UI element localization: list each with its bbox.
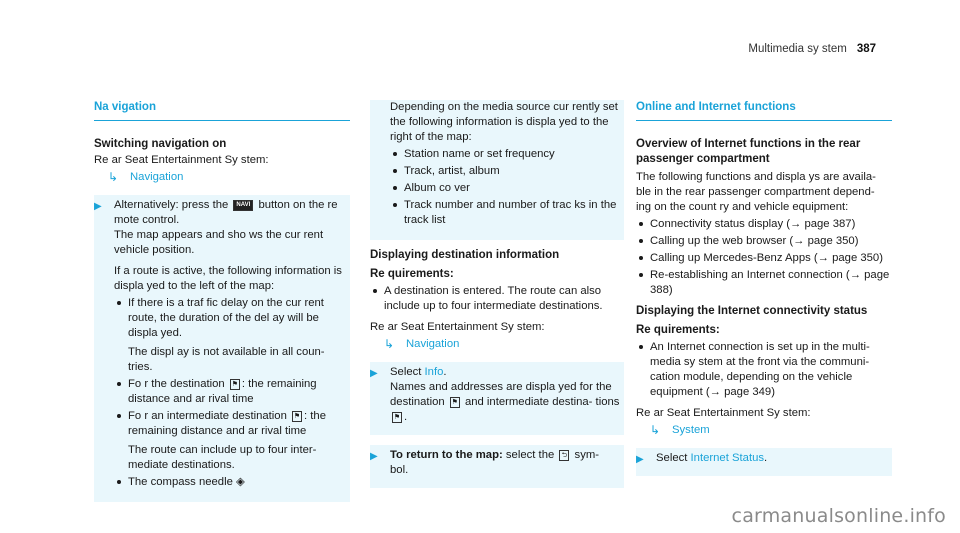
column-internet: [636, 100, 892, 476]
step-text-map: The map appears and sho ws the cur rent vehicle position.: [114, 229, 324, 256]
step-text: Alternatively: press the NAVI button on the re mote control.: [114, 199, 338, 226]
compass-icon: ◈: [236, 476, 245, 488]
step-background: [94, 195, 350, 502]
list-item: Calling up the web browser (→ page 350): [636, 234, 892, 249]
list-item: Fo r an intermediate destination ⚑ : the remaining distance and ar rival time: [114, 409, 346, 439]
internet-status-link[interactable]: Internet Status: [690, 452, 765, 464]
overview-text: The following functions and displa ys are availa‐ ble in the rear passenger compartment depend‐ ing on the count ry and vehicle equipment:: [636, 171, 876, 213]
page-header: [748, 42, 876, 57]
path-arrow-icon: ↳: [384, 337, 395, 351]
list-item: A destination is entered. The route can also include up to four intermediate destinations.: [370, 284, 624, 314]
intro-text: Re ar Seat Entertainment Sy stem:: [370, 321, 545, 333]
page-number: 387: [856, 43, 876, 55]
note-text: The route can include up to four inter‐ mediate destinations.: [128, 444, 317, 471]
destination-flag-icon: ⚑: [451, 398, 458, 406]
step-text: Select Internet Status.: [656, 452, 768, 464]
list-item: The compass needle ◈: [114, 475, 346, 490]
path-arrow-icon: ↳: [650, 423, 661, 437]
back-icon: ⮌: [559, 450, 569, 461]
nav-path: [94, 170, 350, 185]
path-arrow-icon: ↳: [108, 170, 119, 184]
intermediate-flag-icon: ⚑: [293, 412, 301, 420]
step-text-names: Names and addresses are displa yed for the destination ⚑ and intermediate destina‐ tions ⚑ .: [390, 381, 620, 423]
step-text-route: If a route is active, the following information is displa yed to the left of the map:: [114, 265, 342, 292]
section-title-navigation: Na vigation: [94, 100, 350, 121]
section-title-internet: Online and Internet functions: [636, 100, 892, 121]
destination-flag-icon: ⚑: [231, 380, 238, 388]
intro-text: Re ar Seat Entertainment Sy stem:: [94, 154, 269, 166]
nav-path: [370, 337, 624, 352]
watermark: carmanualsonline.info: [731, 505, 946, 527]
continued-step-block: [370, 100, 624, 240]
step-text-return: To return to the map: select the ⮌ sym‐ bol.: [390, 449, 600, 476]
intro-text: Re ar Seat Entertainment Sy stem:: [636, 407, 811, 419]
navi-button-icon: NAVI: [233, 200, 253, 211]
list-item: Calling up Mercedes-Benz Apps (→ page 350): [636, 251, 892, 266]
step-arrow-icon: ▶: [370, 451, 378, 462]
list-item: An Internet connection is set up in the multi‐ media sy stem at the front via the communi‐ cation module, depending on the vehicle equipment (→ page 349): [636, 340, 892, 400]
step-block: [636, 448, 892, 476]
list-item: Station name or set frequency: [390, 147, 622, 162]
step-block: [94, 195, 350, 502]
nav-path: [636, 423, 892, 438]
nav-path-link[interactable]: Navigation: [406, 338, 460, 350]
column-destination: [370, 100, 624, 488]
step-block: [370, 362, 624, 435]
step-arrow-icon: ▶: [94, 201, 102, 212]
step-background: [370, 362, 624, 435]
info-link[interactable]: Info: [424, 366, 444, 378]
subtitle-switching-navigation: Switching navigation on: [94, 138, 227, 150]
step-arrow-icon: ▶: [636, 454, 644, 465]
subtitle-destination-info: Displaying destination information: [370, 249, 560, 261]
column-navigation: [94, 100, 350, 502]
list-item: Track, artist, album: [390, 164, 622, 179]
nav-path-link[interactable]: Navigation: [130, 171, 184, 183]
requirements-label: Re quirements:: [636, 324, 720, 336]
list-item: Fo r the destination ⚑ : the remaining distance and ar rival time: [114, 377, 346, 407]
nav-path-link[interactable]: System: [672, 424, 710, 436]
subtitle-connectivity: Displaying the Internet connectivity status: [636, 305, 868, 317]
step-text: Select Info.: [390, 366, 447, 378]
media-info-text: Depending on the media source cur rently set the following information is displa yed to the right of the map:: [390, 101, 618, 143]
subtitle-overview: Overview of Internet functions in the rear passenger compartment: [636, 138, 861, 165]
step-block: [370, 445, 624, 488]
list-item: Re-establishing an Internet connection (→ page 388): [636, 268, 892, 298]
list-item: If there is a traf fic delay on the cur rent route, the duration of the del ay will be displa yed.: [114, 296, 346, 341]
requirements-label: Re quirements:: [370, 268, 454, 280]
intermediate-flag-icon: ⚑: [393, 413, 401, 421]
list-item: Album co ver: [390, 181, 622, 196]
step-background: [636, 448, 892, 476]
note-text: The displ ay is not available in all coun‐ tries.: [128, 346, 325, 373]
step-arrow-icon: ▶: [370, 368, 378, 379]
header-section: Multimedia sy stem: [748, 43, 847, 55]
list-item: Connectivity status display (→ page 387): [636, 217, 892, 232]
step-background: [370, 445, 624, 488]
list-item: Track number and number of trac ks in the track list: [390, 198, 622, 228]
